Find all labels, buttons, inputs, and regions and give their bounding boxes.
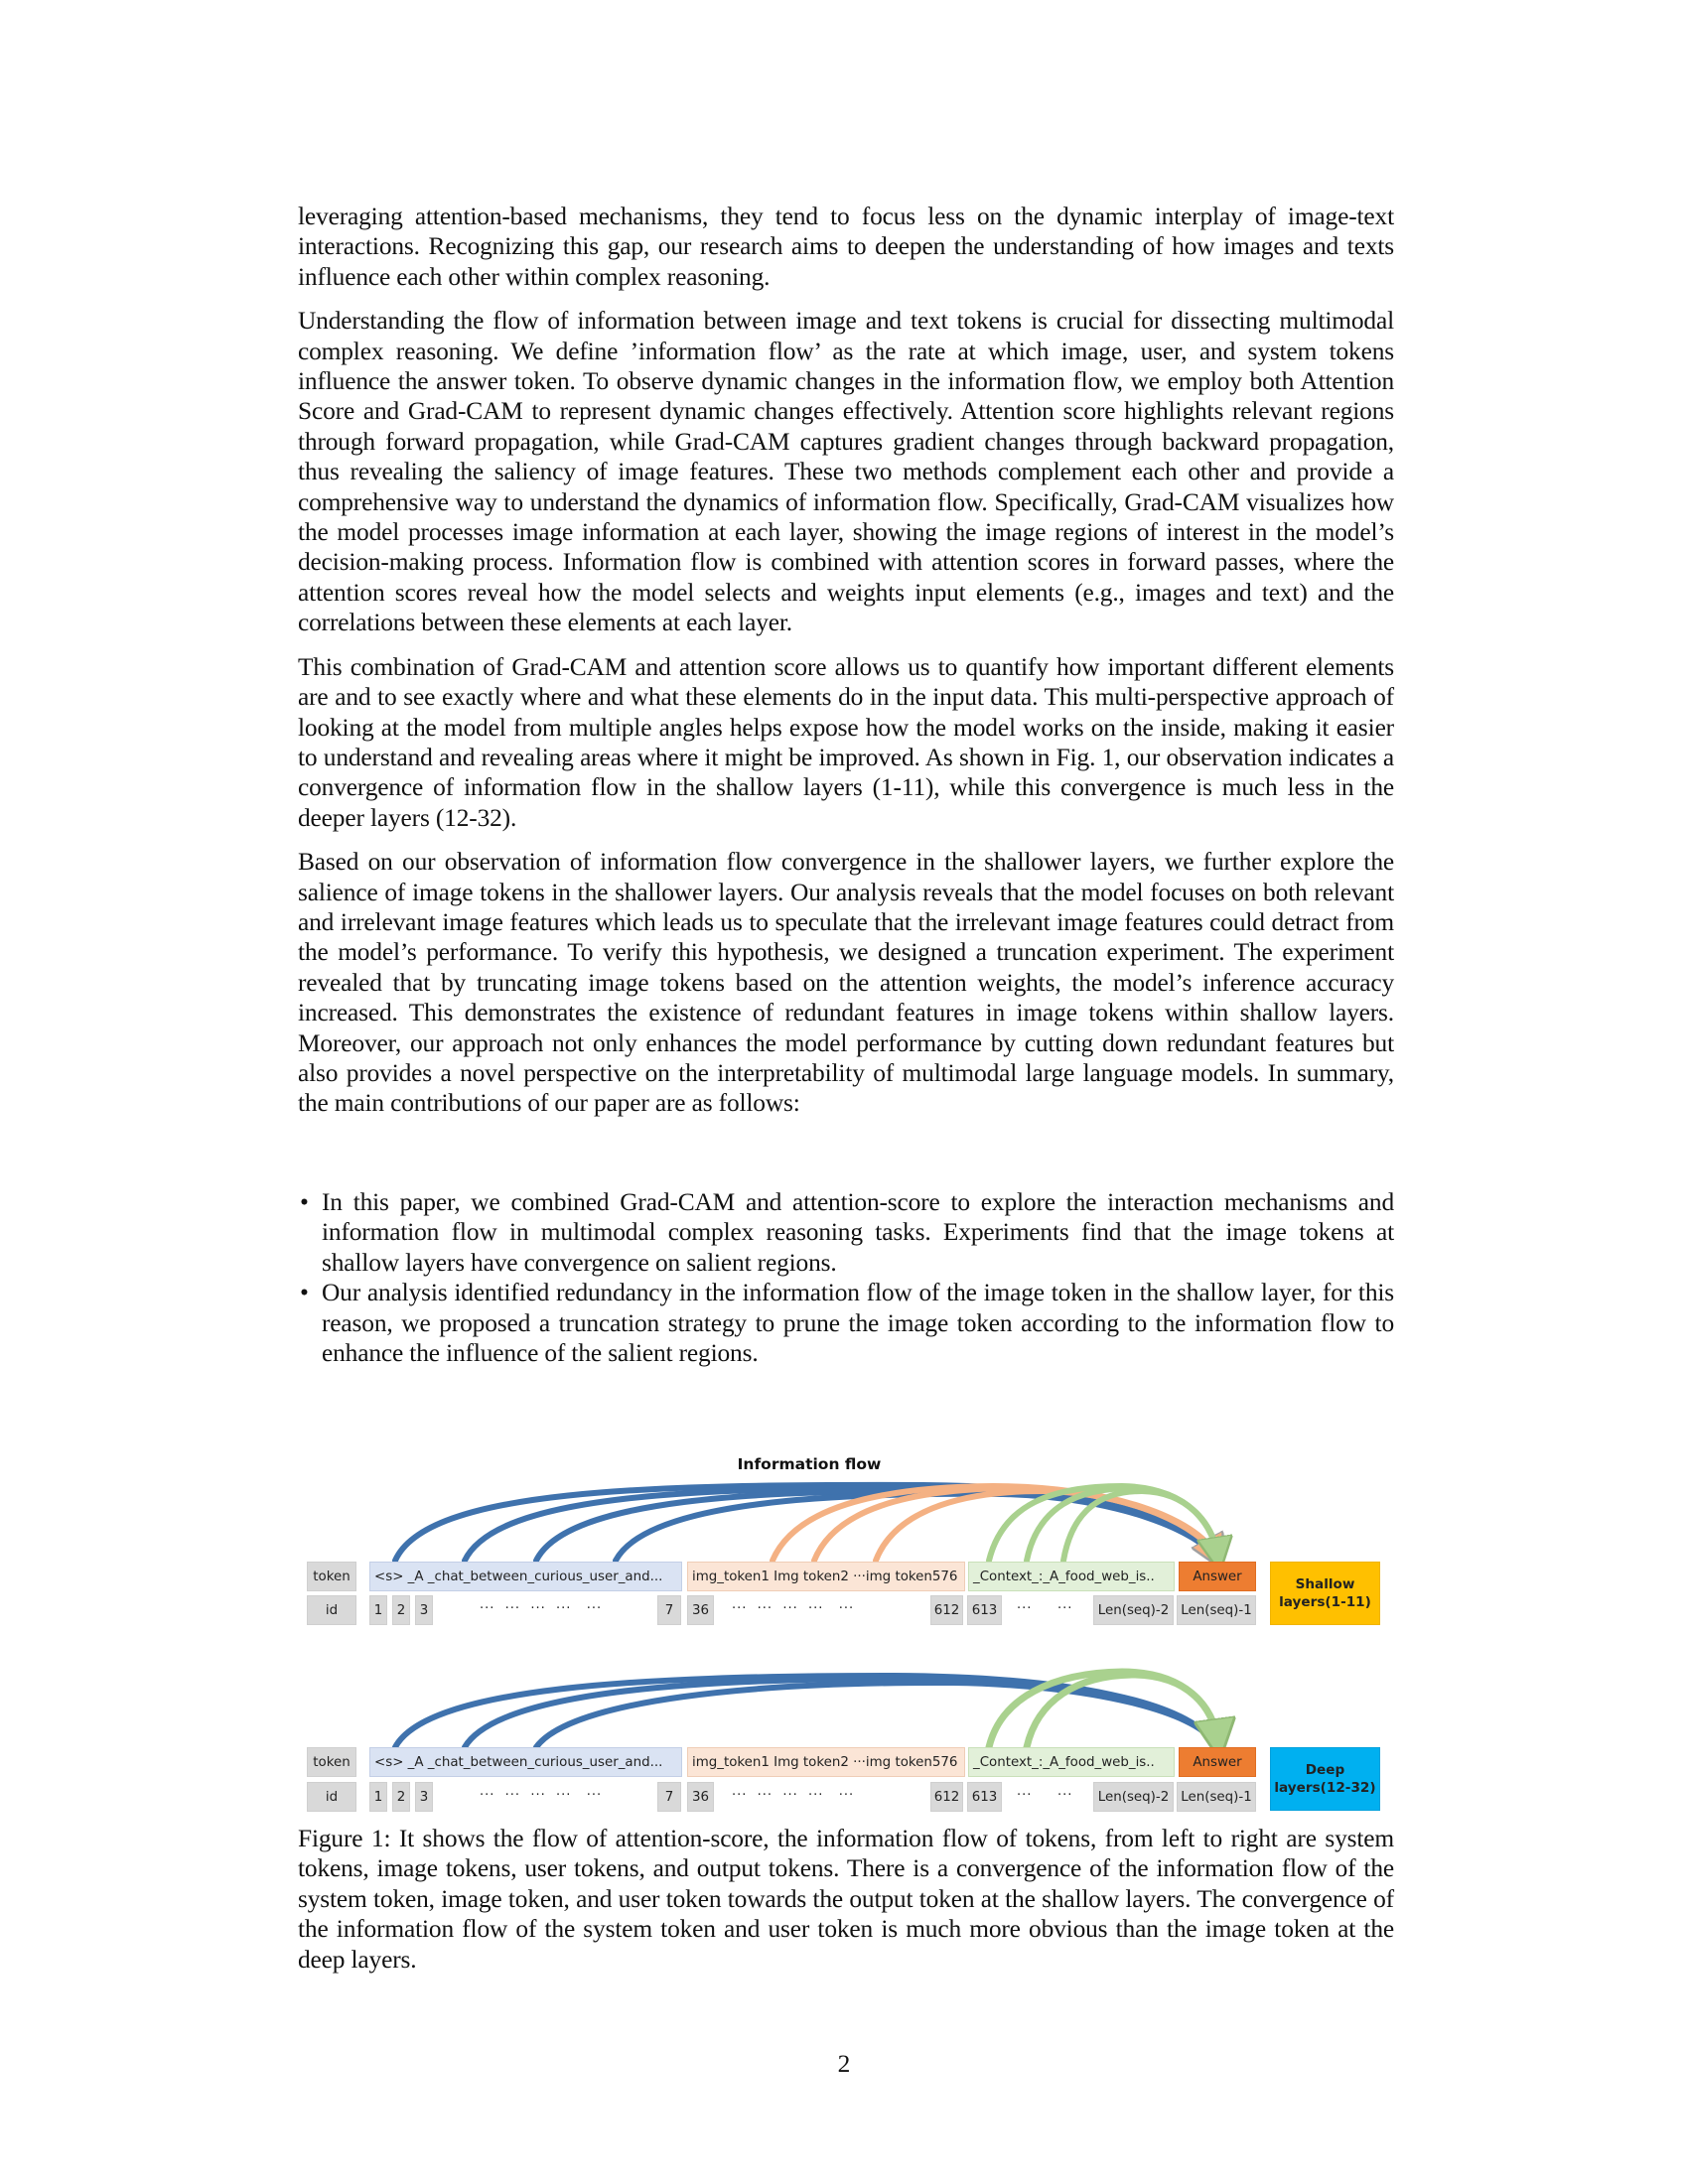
shallow-id-len-minus-1: Len(seq)-1 [1177, 1595, 1256, 1625]
deep-token-row-label: token [307, 1747, 356, 1777]
deep-system-tokens: <s> _A _chat_between_curious_user_and... [369, 1747, 682, 1777]
shallow-token-row-label: token [307, 1562, 356, 1591]
deep-id-len-minus-1: Len(seq)-1 [1177, 1782, 1256, 1812]
figure-title: Information flow [737, 1455, 882, 1473]
shallow-id-3: 3 [415, 1595, 433, 1625]
shallow-id-36: 36 [687, 1595, 714, 1625]
shallow-system-ellipsis: ··· ··· ··· ··· ··· [480, 1601, 603, 1616]
shallow-id-len-minus-2: Len(seq)-2 [1093, 1595, 1174, 1625]
shallow-id-7: 7 [657, 1595, 681, 1625]
deep-image-ellipsis: ··· ··· ··· ··· ··· [732, 1788, 855, 1803]
shallow-system-tokens: <s> _A _chat_between_curious_user_and... [369, 1562, 682, 1591]
deep-id-1: 1 [369, 1782, 387, 1812]
paragraph-truncation: Based on our observation of information flow convergence in the shallower layers, we further explore the salience of image tokens in the shallower layers. Our analysis reveals that the model focuses on both relevant and irrelevant image features which leads us to speculate that the irrelevant image features could detract from the model’s performance. To verify this hypothesis, we designed a truncation experiment. The experiment revealed that by truncating image tokens based on the attention weights, the model’s inference accuracy increased. This demonstrates the existence of redundant features in image tokens within shallow layers. Moreover, our approach not only enhances the model performance by cutting down redundant features but also provides a novel perspective on the interpretability of multimodal large language models. In summary, the main contributions of our paper are as follows: [298, 848, 1394, 1118]
deep-image-tokens: img_token1 Img token2 ···img token576 [687, 1747, 965, 1777]
contribution-item [298, 1278, 1394, 1368]
deep-layers-label: Deep layers(12-32) [1270, 1747, 1380, 1811]
deep-system-ellipsis: ··· ··· ··· ··· ··· [480, 1788, 603, 1803]
deep-id-36: 36 [687, 1782, 714, 1812]
shallow-user-arcs [989, 1486, 1217, 1561]
deep-id-613: 613 [967, 1782, 1002, 1812]
deep-answer-token: Answer [1179, 1747, 1256, 1777]
deep-id-612: 612 [930, 1782, 963, 1812]
deep-id-row-label: id [307, 1782, 356, 1812]
shallow-image-tokens: img_token1 Img token2 ···img token576 [687, 1562, 965, 1591]
paragraph-information-flow: Understanding the flow of information between image and text tokens is crucial for dissecting multimodal complex reasoning. We define ’information flow’ as the rate at which image, user, and system tokens influence the answer token. To observe dynamic changes in the information flow, we employ both Attention Score and Grad-CAM to represent dynamic changes effectively. Attention score highlights relevant regions through forward propagation, while Grad-CAM captures gradient changes through backward propagation, thus revealing the saliency of image features. These two methods complement each other and provide a comprehensive way to understand the dynamics of information flow. Specifically, Grad-CAM visualizes how the model processes image information at each layer, showing the image regions of interest in the model’s decision-making process. Information flow is combined with attention scores in forward passes, where the attention scores reveal how the model selects and weights input elements (e.g., images and text) and the correlations between these elements at each layer. [298, 307, 1394, 637]
shallow-user-tokens: _Context_:_A_food_web_is.. [968, 1562, 1175, 1591]
shallow-image-arcs [773, 1486, 1215, 1561]
page-number: 2 [837, 2050, 851, 2078]
shallow-id-612: 612 [930, 1595, 963, 1625]
paragraph-gradcam-combination: This combination of Grad-CAM and attention score allows us to quantify how important different elements are and to see exactly where and what these elements do in the input data. This multi-perspective approach of looking at the model from multiple angles helps expose how the model works on the inside, making it easier to understand and revealing areas where it might be improved. As shown in Fig. 1, our observation indicates a convergence of information flow in the shallow layers (1-11), while this convergence is much less in the deeper layers (12-32). [298, 652, 1394, 832]
shallow-id-row-label: id [307, 1595, 356, 1625]
contribution-text: In this paper, we combined Grad-CAM and attention-score to explore the interaction mechanisms and information flow in multimodal complex reasoning tasks. Experiments find that the image tokens at shallow layers have convergence on salient regions. [322, 1188, 1394, 1277]
shallow-system-arcs [395, 1485, 1213, 1561]
shallow-user-ellipsis-b: ··· [1057, 1601, 1073, 1616]
paragraph-intro-continued: leveraging attention-based mechanisms, they tend to focus less on the dynamic interplay of image-text interactions. Recognizing this gap, our research aims to deepen the understanding of how images and texts influence each other within complex reasoning. [298, 203, 1394, 291]
shallow-id-2: 2 [392, 1595, 410, 1625]
contribution-item [298, 1187, 1394, 1278]
deep-system-arcs [395, 1676, 1213, 1747]
shallow-answer-token: Answer [1179, 1562, 1256, 1591]
shallow-image-ellipsis: ··· ··· ··· ··· ··· [732, 1601, 855, 1616]
figure-caption: Figure 1: It shows the flow of attention-score, the information flow of tokens, from left to right are system tokens, image tokens, user tokens, and output tokens. There is a convergence of the information flow of the system token, image token, and user token towards the output token at the shallow layers. The convergence of the information flow of the system token and user token is much more obvious than the image token at the deep layers. [298, 1825, 1394, 1974]
shallow-id-1: 1 [369, 1595, 387, 1625]
deep-user-ellipsis-b: ··· [1057, 1788, 1073, 1803]
deep-user-arcs [989, 1672, 1217, 1747]
deep-user-tokens: _Context_:_A_food_web_is.. [968, 1747, 1175, 1777]
shallow-layers-label: Shallow layers(1-11) [1270, 1562, 1380, 1625]
shallow-user-ellipsis-a: ··· [1017, 1601, 1033, 1616]
deep-user-ellipsis-a: ··· [1017, 1788, 1033, 1803]
deep-id-len-minus-2: Len(seq)-2 [1093, 1782, 1174, 1812]
shallow-id-613: 613 [967, 1595, 1002, 1625]
body-text [298, 202, 1394, 1119]
bullet-icon: • [300, 1279, 309, 1307]
deep-id-2: 2 [392, 1782, 410, 1812]
deep-id-3: 3 [415, 1782, 433, 1812]
deep-id-7: 7 [657, 1782, 681, 1812]
contribution-text: Our analysis identified redundancy in the information flow of the image token in the shallow layer, for this reason, we proposed a truncation strategy to prune the image token according to the information flow to enhance the influence of the salient regions. [322, 1279, 1394, 1368]
bullet-icon: • [300, 1188, 309, 1216]
contributions-list [298, 1187, 1394, 1368]
